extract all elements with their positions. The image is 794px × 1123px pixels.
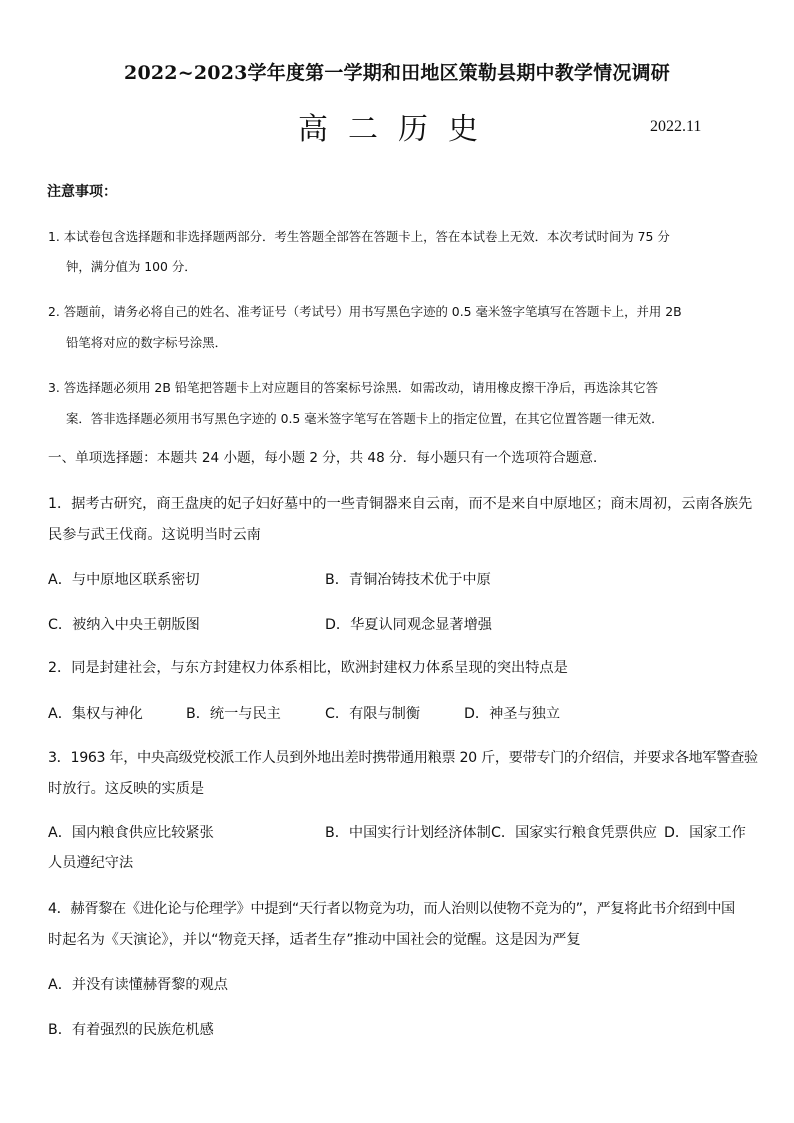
question-2-option-d: D．神圣与独立: [464, 706, 561, 722]
question-1-option-c: C．被纳入中央王朝版图: [48, 617, 200, 633]
question-3-stem-line-1: 3．1963 年，中央高级党校派工作人员到外地出差时携带通用粮票 20 斤，要带专门的介绍信，并要求各地军警查验: [48, 750, 758, 766]
notice-title: 注意事项：: [47, 184, 117, 200]
question-4-option-a: A．并没有读懂赫胥黎的观点: [48, 977, 228, 993]
question-1-option-a: A．与中原地区联系密切: [48, 572, 200, 588]
question-2-option-a: A．集权与神化: [48, 706, 143, 722]
notice-item-3-line-1: 3. 答选择题必须用 2B 铅笔把答题卡上对应题目的答案标号涂黑．如需改动，请用橡皮擦干净后，再选涂其它答: [48, 380, 658, 395]
exam-date: 2022.11: [650, 118, 702, 135]
question-3-option-d-wrap: 人员遵纪守法: [48, 855, 134, 871]
question-1-option-b: B．青铜冶铸技术优于中原: [325, 572, 491, 588]
question-4-option-b: B．有着强烈的民族危机感: [48, 1022, 214, 1038]
question-2-option-c: C．有限与制衡: [325, 706, 421, 722]
subject-title: 高二历史: [298, 112, 498, 147]
notice-item-2-line-2: 铅笔将对应的数字标号涂黑．: [66, 335, 228, 350]
question-2-option-b: B．统一与民主: [186, 706, 281, 722]
notice-item-2-line-1: 2. 答题前，请务必将自己的姓名、准考证号（考试号）用书写黑色字迹的 0.5 毫米签字笔填写在答题卡上，并用 2B: [48, 304, 682, 319]
question-2-stem-line-1: 2．同是封建社会，与东方封建权力体系相比，欧洲封建权力体系呈现的突出特点是: [48, 660, 568, 676]
section-1-title: 一、单项选择题：本题共 24 小题，每小题 2 分，共 48 分．每小题只有一个选项符合题意．: [48, 450, 607, 466]
question-1-option-d: D．华夏认同观念显著增强: [325, 617, 492, 633]
question-4-stem-line-2: 时起名为《天演论》，并以“物竞天择，适者生存”推动中国社会的觉醒。这是因为严复: [48, 932, 581, 948]
notice-item-1-line-2: 钟，满分值为 100 分．: [66, 259, 197, 274]
question-3-option-d: D．国家工作: [664, 825, 746, 841]
question-3-stem-line-2: 时放行。这反映的实质是: [48, 781, 205, 797]
notice-item-1-line-1: 1. 本试卷包含选择题和非选择题两部分．考生答题全部答在答题卡上，答在本试卷上无效．本次考试时间为 75 分: [48, 229, 670, 244]
question-3-option-a: A．国内粮食供应比较紧张: [48, 825, 214, 841]
notice-item-3-line-2: 案．答非选择题必须用书写黑色字迹的 0.5 毫米签字笔写在答题卡上的指定位置，在其它位置答题一律无效．: [66, 411, 664, 426]
question-3-option-c: C．国家实行粮食凭票供应: [491, 825, 657, 841]
question-4-stem-line-1: 4．赫胥黎在《进化论与伦理学》中提到“天行者以物竞为功，而人治则以使物不竞为的”，严复将此书介绍到中国: [48, 901, 735, 917]
exam-title: 2022~2023学年度第一学期和田地区策勒县期中教学情况调研: [124, 62, 670, 84]
question-1-stem-line-1: 1．据考古研究，商王盘庚的妃子妇好墓中的一些青铜器来自云南，而不是来自中原地区；商末周初，云南各族先: [48, 496, 753, 512]
question-1-stem-line-2: 民参与武王伐商。这说明当时云南: [48, 527, 261, 543]
question-3-option-b: B．中国实行计划经济体制: [325, 825, 491, 841]
